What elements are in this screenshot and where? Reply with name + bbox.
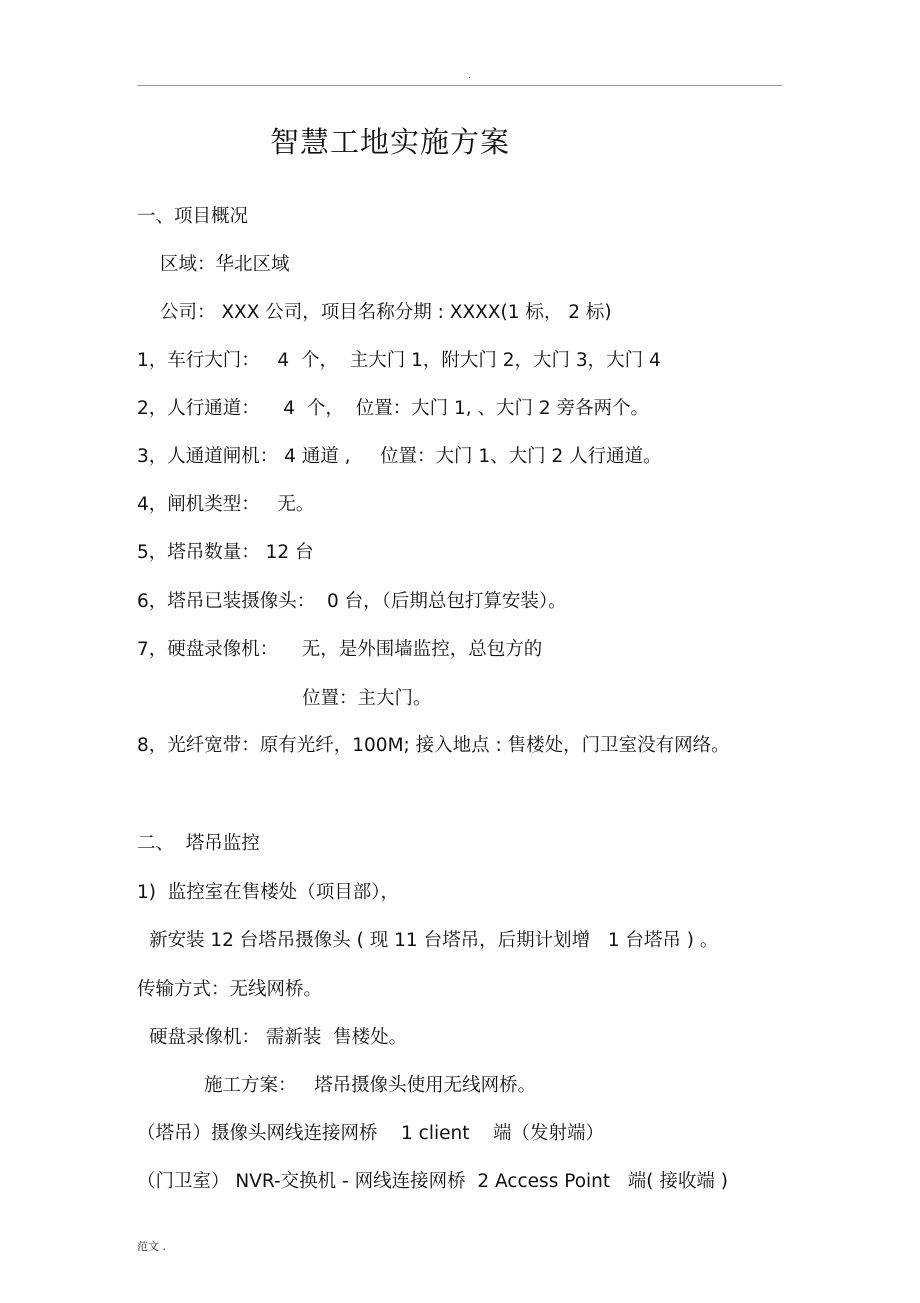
list-item: 5，塔吊数量： 12 台 (137, 542, 314, 563)
text-line: 区域：华北区域 (160, 254, 290, 275)
list-item: 4，闸机类型： 无。 (137, 494, 315, 515)
list-item: 2，人行通道： 4 个， 位置：大门 1, 、大门 2 旁各两个。 (137, 398, 650, 419)
list-item: 6，塔吊已装摄像头： 0 台，（后期总包打算安装）。 (137, 591, 567, 612)
text-line: 施工方案： 塔吊摄像头使用无线网桥。 (204, 1075, 537, 1096)
document-title: 智慧工地实施方案 (270, 125, 511, 159)
list-item: 1，车行大门： 4 个， 主大门 1，附大门 2，大门 3，大门 4 (137, 350, 661, 371)
text-line: 公司： XXX 公司，项目名称分期 : XXXX(1 标， 2 标) (160, 302, 612, 323)
text-line: 新安装 12 台塔吊摄像头 ( 现 11 台塔吊，后期计划增 1 台塔吊 ) 。 (149, 930, 719, 951)
text-line: （门卫室） NVR-交换机 - 网线连接网桥 2 Access Point 端( 接收端 ) (137, 1171, 728, 1192)
text-line: （塔吊）摄像头网线连接网桥 1 client 端（发射端） (137, 1123, 605, 1144)
section-heading-2: 二、 塔吊监控 (137, 833, 260, 854)
text-line: 硬盘录像机： 需新装 售楼处。 (149, 1027, 408, 1048)
list-item: 8，光纤宽带：原有光纤，100M; 接入地点 : 售楼处，门卫室没有网络。 (137, 735, 730, 756)
text-line: 传输方式：无线网桥。 (137, 979, 323, 1000)
list-item: 3，人通道闸机： 4 通道 , 位置：大门 1、大门 2 人行通道。 (137, 446, 662, 467)
section-heading-1: 一、项目概况 (137, 206, 249, 227)
list-item: 1) 监控室在售楼处（项目部）， (137, 882, 400, 903)
text-line: 位置：主大门。 (302, 688, 432, 709)
list-item: 7，硬盘录像机： 无，是外围墙监控，总包方的 (137, 639, 543, 660)
header-rule (137, 85, 782, 86)
header-mark: . (468, 70, 472, 81)
footer-text: 范文 . (137, 1240, 166, 1253)
